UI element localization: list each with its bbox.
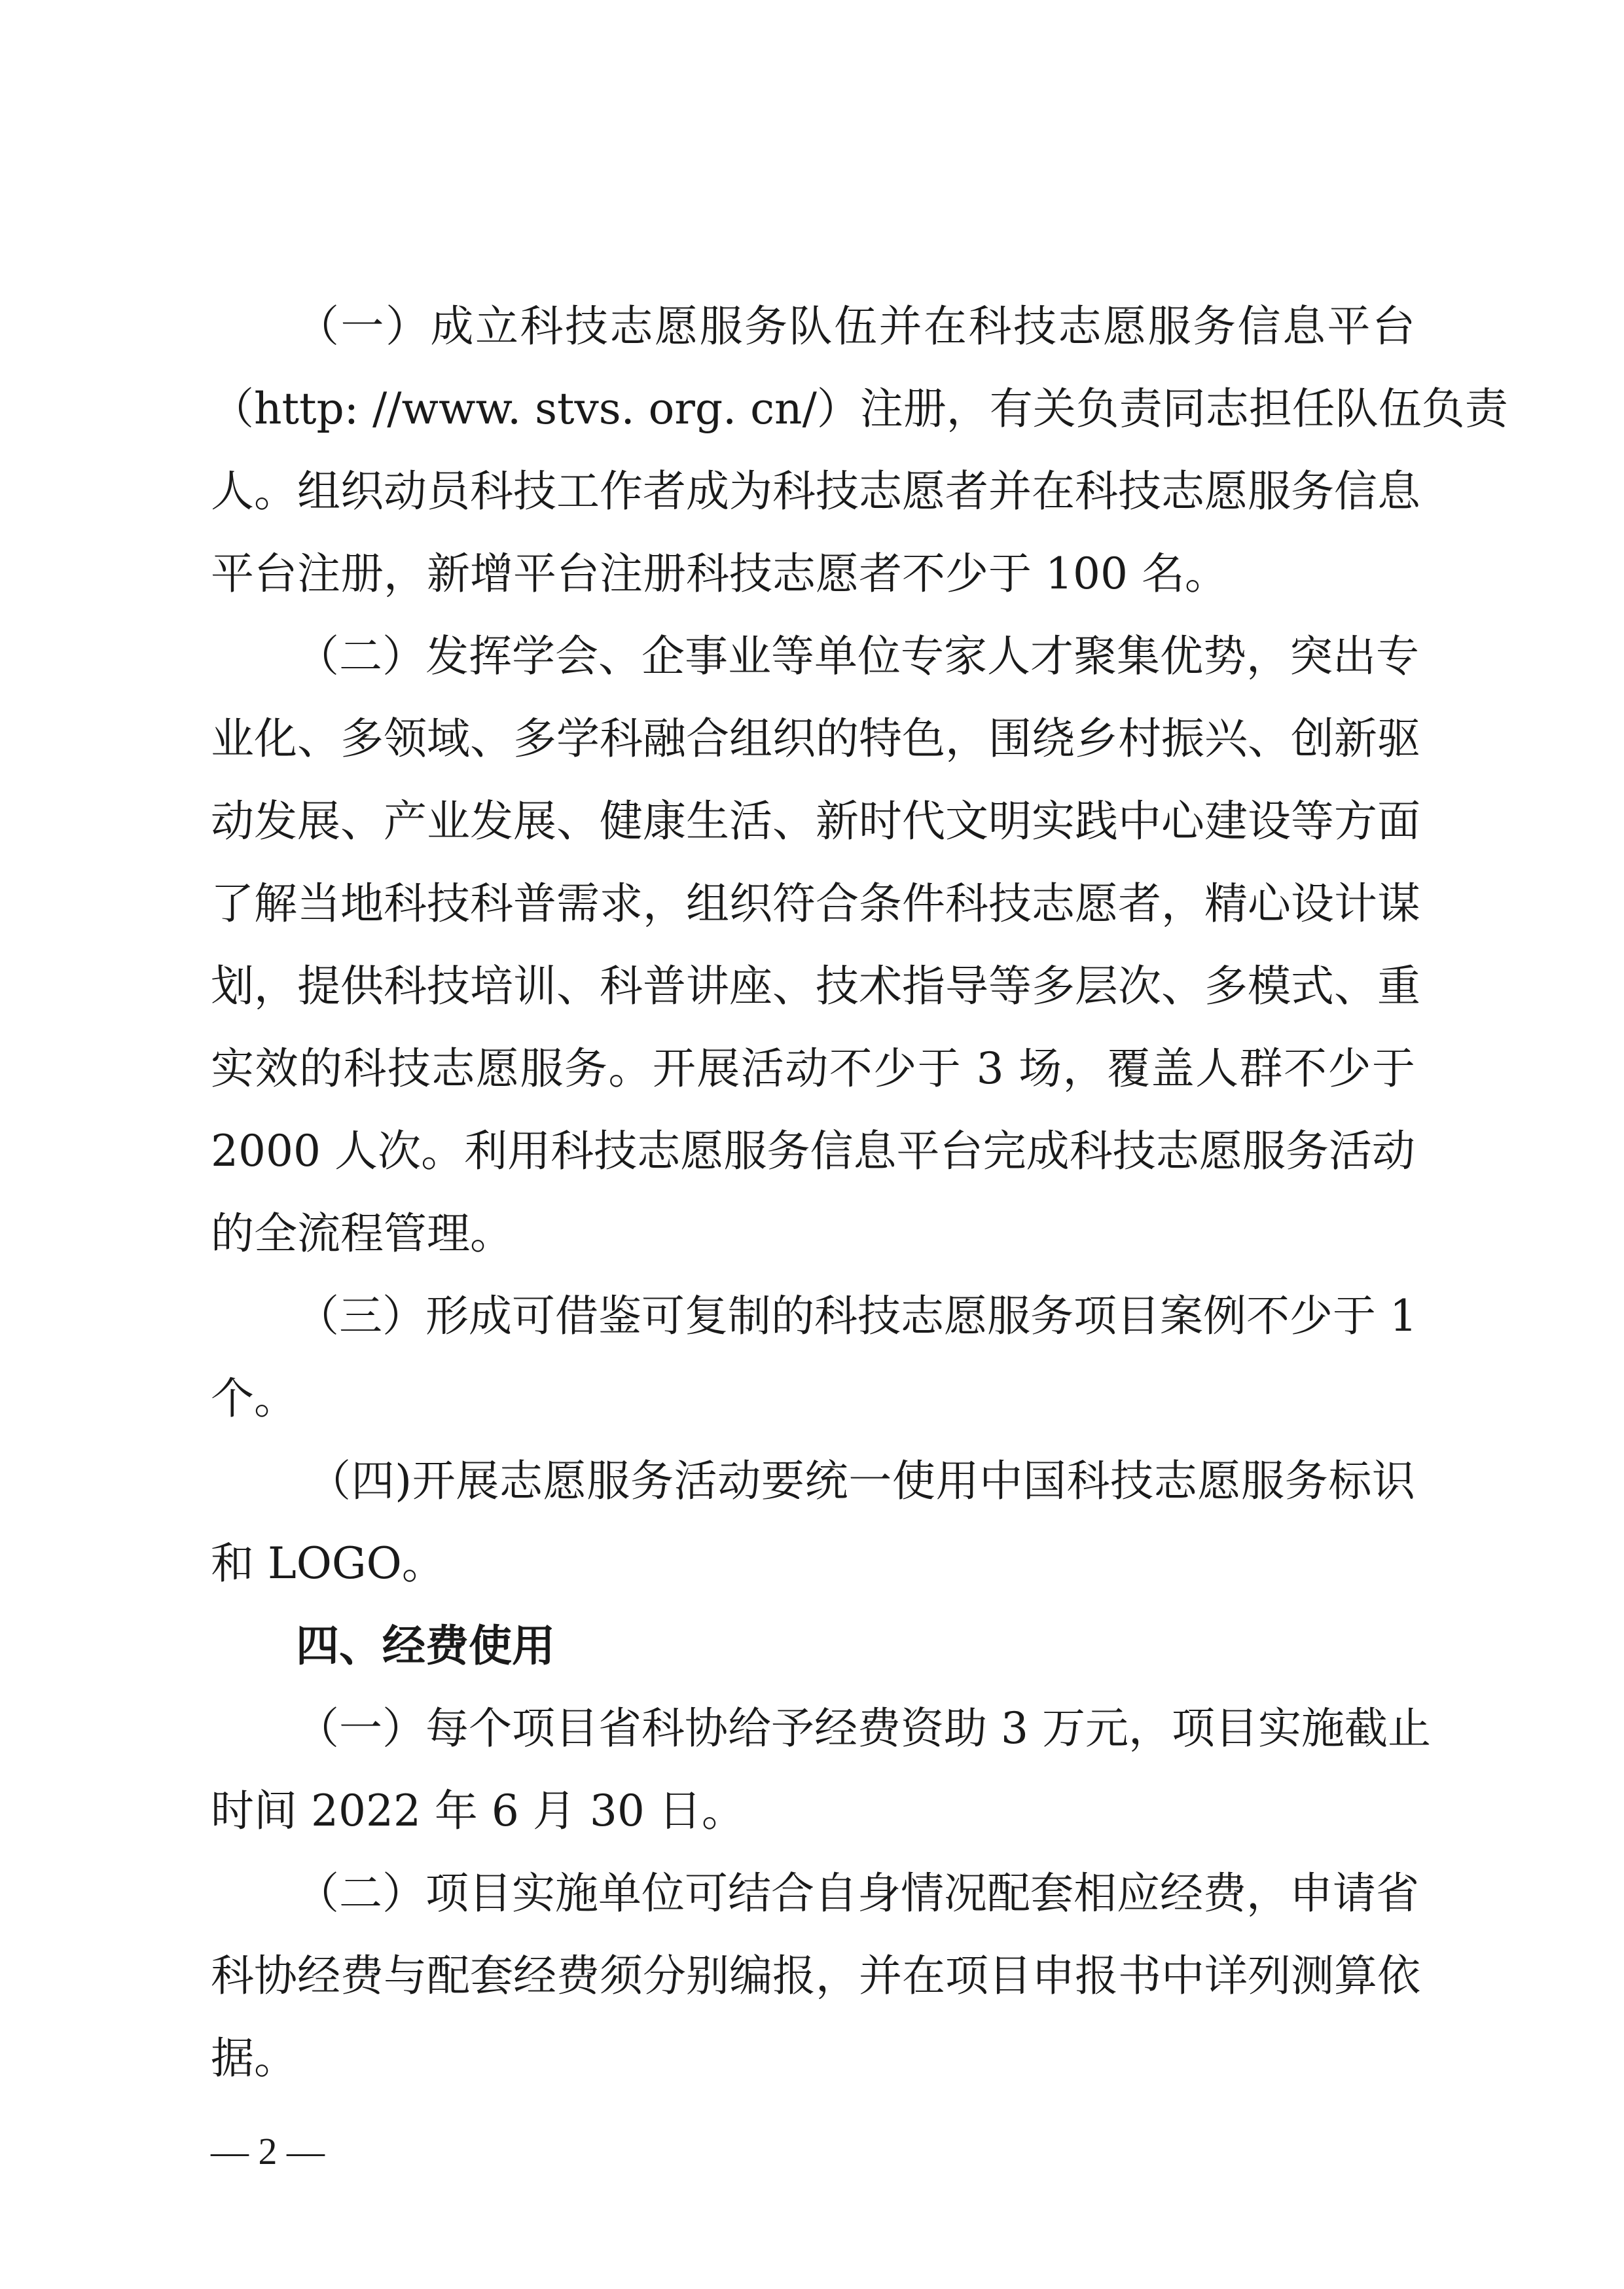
paragraph-2-line-8: 的全流程管理。: [211, 1208, 513, 1259]
paragraph-2-line-2: 业化、多领域、多学科融合组织的特色，围绕乡村振兴、创新驱: [211, 713, 1420, 764]
paragraph-5-line-1: （一）每个项目省科协给予经费资助 3 万元，项目实施截止: [296, 1703, 1431, 1754]
paragraph-1-line-3: 人。组织动员科技工作者成为科技志愿者并在科技志愿服务信息: [211, 466, 1420, 516]
paragraph-3-line-1: （三）形成可借鉴可复制的科技志愿服务项目案例不少于 1: [296, 1291, 1417, 1341]
paragraph-6-line-1: （二）项目实施单位可结合自身情况配套相应经费，申请省: [296, 1868, 1419, 1919]
paragraph-2-line-4: 了解当地科技科普需求，组织符合条件科技志愿者，精心设计谋: [211, 878, 1420, 929]
paragraph-1-line-2: （http: //www. stvs. org. cn/）注册，有关负责同志担任队伍负责: [211, 384, 1508, 434]
paragraph-2-line-7: 2000 人次。利用科技志愿服务信息平台完成科技志愿服务活动: [211, 1126, 1415, 1176]
paragraph-5-line-2: 时间 2022 年 6 月 30 日。: [211, 1786, 745, 1836]
page-number: — 2 —: [211, 2130, 325, 2172]
paragraph-1-line-1: （一）成立科技志愿服务队伍并在科技志愿服务信息平台: [296, 301, 1415, 351]
paragraph-3-line-2: 个。: [211, 1373, 297, 1424]
paragraph-4-line-2: 和 LOGO。: [211, 1538, 445, 1589]
paragraph-6-line-3: 据。: [211, 2033, 297, 2083]
paragraph-4-line-1: （四)开展志愿服务活动要统一使用中国科技志愿服务标识: [308, 1456, 1415, 1506]
section-heading-funding: 四、经费使用: [296, 1621, 555, 1671]
paragraph-2-line-5: 划，提供科技培训、科普讲座、技术指导等多层次、多模式、重: [211, 961, 1420, 1011]
paragraph-2-line-6: 实效的科技志愿服务。开展活动不少于 3 场，覆盖人群不少于: [211, 1043, 1415, 1094]
paragraph-2-line-3: 动发展、产业发展、健康生活、新时代文明实践中心建设等方面: [211, 796, 1420, 846]
paragraph-1-line-4: 平台注册，新增平台注册科技志愿者不少于 100 名。: [211, 549, 1228, 599]
paragraph-2-line-1: （二）发挥学会、企事业等单位专家人才聚集优势，突出专: [296, 631, 1419, 681]
paragraph-6-line-2: 科协经费与配套经费须分别编报，并在项目申报书中详列测算依: [211, 1951, 1420, 2001]
